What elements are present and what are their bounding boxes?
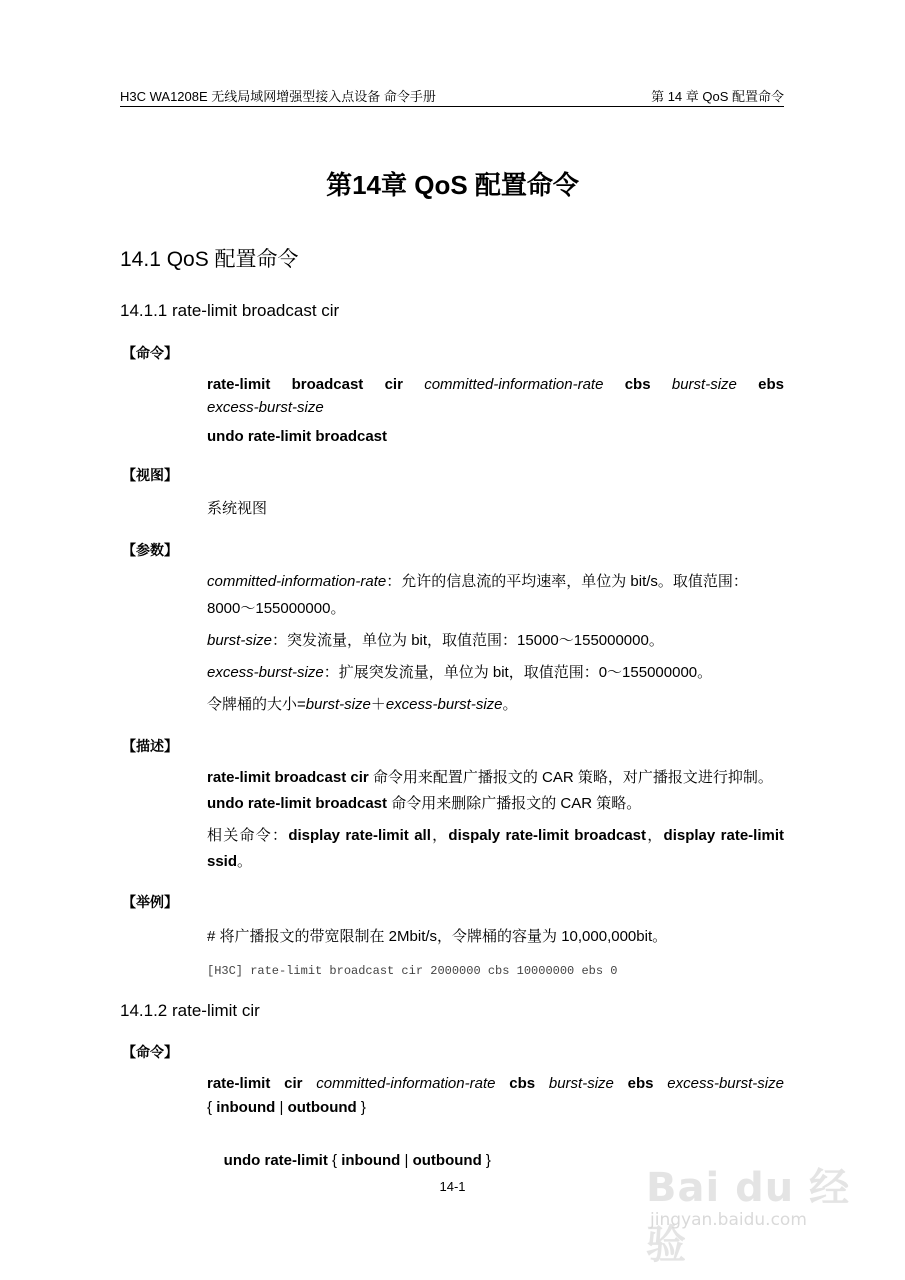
cmd-keyword: cbs	[624, 376, 651, 393]
syntax-bar: |	[400, 1152, 413, 1169]
tag-view: 【视图】	[122, 467, 178, 483]
subsection-heading-2: 14.1.2 rate-limit cir	[120, 1001, 260, 1020]
cmd-keyword: dispaly rate-limit broadcast	[448, 827, 647, 844]
text-run: ＋	[370, 696, 386, 713]
baidu-watermark	[640, 1150, 860, 1268]
tag-command-1: 【命令】	[122, 345, 178, 361]
desc-text: 命令用来配置广播报文的 CAR 策略，对广播报文进行抑制。	[368, 769, 773, 786]
example-comment: # 将广播报文的带宽限制在 2Mbit/s，令牌桶的容量为 10,000,000bit。	[207, 928, 668, 945]
section-heading: 14.1 QoS 配置命令	[120, 248, 299, 271]
cmd-keyword: undo rate-limit broadcast	[207, 795, 388, 812]
description-line-2	[207, 792, 784, 816]
header-chapter-title: 第 14 章 QoS 配置命令	[651, 89, 784, 104]
cmd-arg: burst-size	[548, 1075, 614, 1092]
tag-command-2: 【命令】	[122, 1044, 178, 1060]
param-cir-range: 8000～155000000。	[207, 600, 346, 617]
tag-description: 【描述】	[122, 738, 178, 754]
cmd-keyword: rate-limit broadcast cir	[207, 769, 369, 786]
cmd-keyword: ssid	[207, 853, 238, 870]
cmd-arg: burst-size	[671, 376, 737, 393]
desc-text: 命令用来删除广播报文的 CAR 策略。	[387, 795, 642, 812]
cmd-keyword: inbound	[341, 1152, 401, 1169]
tag-example: 【举例】	[122, 894, 178, 910]
undo-command-1: undo rate-limit broadcast	[207, 428, 388, 445]
param-desc: ：扩展突发流量，单位为 bit，取值范围：0～155000000。	[323, 664, 713, 681]
desc-text: ，	[646, 827, 664, 844]
param-bucket-size	[207, 693, 784, 717]
desc-text: 相关命令：	[207, 827, 289, 844]
param-ebs	[207, 661, 784, 685]
cmd-keyword: display rate-limit	[663, 827, 785, 844]
param-name: committed-information-rate	[207, 573, 387, 590]
cmd-keyword: rate-limit cir	[207, 1075, 303, 1092]
param-name: burst-size	[207, 632, 273, 649]
header-manual-title: H3C WA1208E 无线局域网增强型接入点设备 命令手册	[120, 89, 436, 104]
param-cbs	[207, 629, 784, 653]
param-cir	[207, 570, 784, 594]
subsection-heading-1: 14.1.1 rate-limit broadcast cir	[120, 301, 340, 320]
command-syntax-2-cont	[207, 1096, 784, 1120]
chapter-title: 第14章 QoS 配置命令	[326, 170, 579, 200]
command-syntax-1-cont	[207, 396, 784, 420]
param-desc: ：突发流量，单位为 bit，取值范围：15000～155000000。	[272, 632, 664, 649]
text-run: 令牌桶的大小=	[207, 696, 306, 713]
running-header	[120, 88, 784, 106]
syntax-brace: {	[327, 1152, 342, 1169]
cmd-arg: committed-information-rate	[424, 376, 604, 393]
param-name: burst-size	[305, 696, 371, 713]
cmd-keyword: undo rate-limit	[223, 1152, 328, 1169]
watermark-url: jingyan.baidu.com	[650, 1210, 807, 1230]
desc-text: ，	[430, 827, 449, 844]
example-code: [H3C] rate-limit broadcast cir 2000000 cbs 10000000 ebs 0	[207, 964, 618, 978]
cmd-keyword: ebs	[758, 376, 785, 393]
cmd-keyword: cbs	[509, 1075, 536, 1092]
syntax-brace: {	[207, 1099, 217, 1116]
cmd-keyword: outbound	[287, 1099, 357, 1116]
cmd-keyword: display rate-limit all	[288, 827, 431, 844]
command-syntax-2	[207, 1072, 784, 1096]
cmd-arg: excess-burst-size	[667, 1075, 784, 1092]
text-run: 。	[502, 696, 518, 713]
cmd-keyword: ebs	[627, 1075, 654, 1092]
desc-text: 。	[237, 853, 253, 870]
command-syntax-1	[207, 373, 784, 397]
cmd-arg: committed-information-rate	[316, 1075, 496, 1092]
param-name: excess-burst-size	[207, 664, 324, 681]
tag-parameters: 【参数】	[122, 542, 178, 558]
description-line-1	[207, 766, 784, 790]
watermark-brand: Bai du 经验	[646, 1165, 851, 1268]
view-text: 系统视图	[207, 500, 268, 517]
syntax-brace: }	[356, 1099, 366, 1116]
cmd-keyword: outbound	[412, 1152, 482, 1169]
related-commands-cont	[207, 850, 784, 874]
cmd-arg: excess-burst-size	[207, 399, 324, 416]
syntax-bar: |	[275, 1099, 288, 1116]
page-number: 14-1	[439, 1179, 466, 1194]
param-name: excess-burst-size	[385, 696, 503, 713]
param-desc: ：允许的信息流的平均速率，单位为 bit/s。取值范围：	[386, 573, 748, 590]
syntax-brace: }	[481, 1152, 491, 1169]
related-commands	[207, 824, 784, 848]
header-rule	[120, 106, 784, 107]
cmd-keyword: rate-limit broadcast cir	[207, 376, 403, 393]
cmd-keyword: inbound	[216, 1099, 276, 1116]
